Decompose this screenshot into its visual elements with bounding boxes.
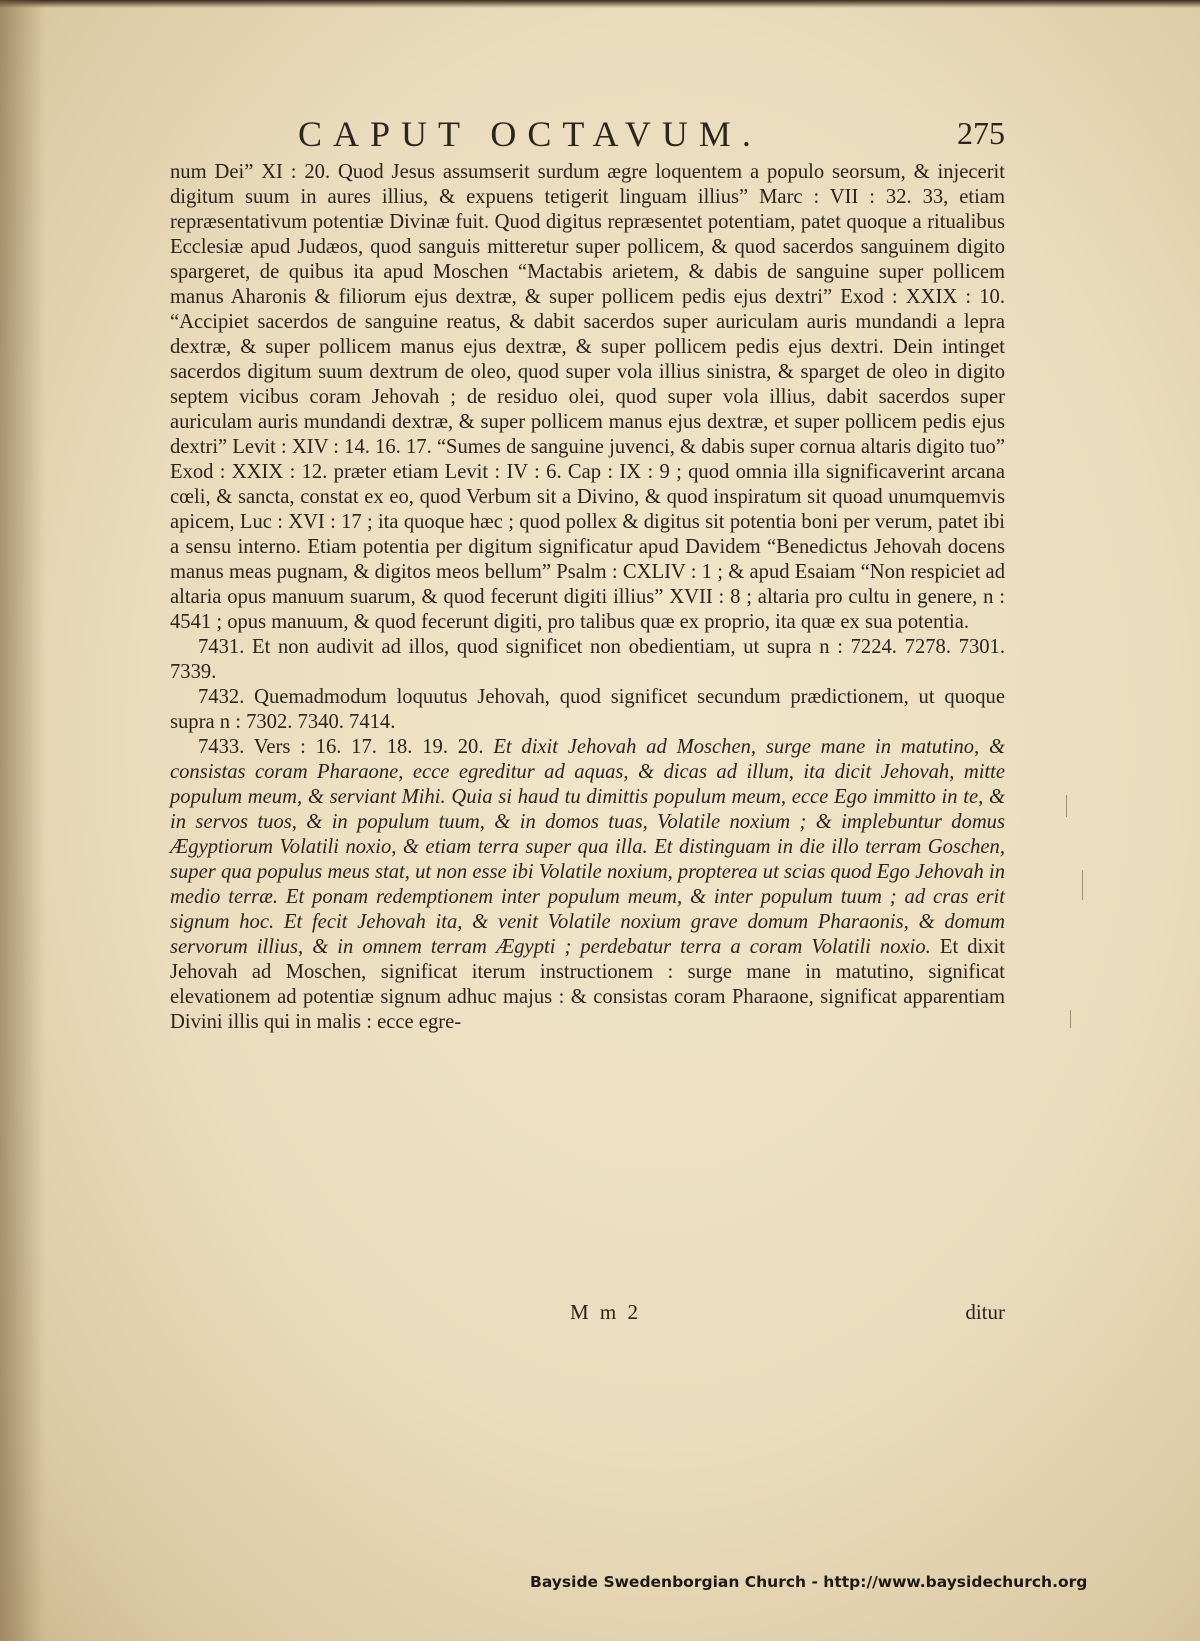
page-header (170, 105, 1005, 160)
paragraph-7433-intro: 7433. Vers : 16. 17. 18. 19. 20. (198, 736, 484, 758)
margin-mark (1082, 870, 1083, 900)
paragraph-7433 (170, 735, 1005, 1035)
catchword: ditur (965, 1300, 1005, 1324)
paragraph-continuation: num Dei” XI : 20. Quod Jesus assumserit surdum ægre loquentem a populo seorsum, & injecerit digitum suum in aures illius, & expuens tetigerit linguam illius” Marc : VII : 32. 33, etiam repræsentativum potentiæ Divinæ fuit. Quod digitus repræsentet potentiam, patet quoque a ritualibus Ecclesiæ apud Judæos, quod sanguis mitteretur super pollicem, & quod sacerdos sanguinem digito spargeret, de quibus ita apud Moschen “Mactabis arietem, & dabis de sanguine super pollicem manus Aharonis & filiorum ejus dextræ, & super pollicem pedis ejus dextri” Exod : XXIX : 10. “Accipiet sacerdos de sanguine reatus, & dabit sacerdos super auriculam auris mundandi a lepra dextræ, & super pollicem manus ejus dextræ, & super pollicem pedis ejus dextri. Dein intinget sacerdos digitum suum dextrum de oleo, quod super vola illius sinistra, & sparget de oleo in digito septem vicibus coram Jehovah ; de residuo olei, quod super vola illius, dabit sacerdos super auriculam auris mundandi dextræ, & super pollicem manus ejus dextræ, et super pollicem pedis ejus dextri” Levit : XIV : 14. 16. 17. “Sumes de sanguine juvenci, & dabis super cornua altaris digito tuo” Exod : XXIX : 12. præter etiam Levit : IV : 6. Cap : IX : 9 ; quod omnia illa significaverint arcana cœli, & sancta, constat ex eo, quod Verbum sit a Divino, & quod inspiratum sit quoad unumquemvis apicem, Luc : XVI : 17 ; ita quoque hæc ; quod pollex & digitus sit potentia boni per verum, patet ibi a sensu interno. Etiam potentia per digitum significatur apud Davidem “Benedictus Jehovah docens manus meas pugnam, & digitos meos bellum” Psalm : CXLIV : 1 ; & apud Esaiam “Non respiciet ad altaria opus manuum suarum, & quod fecerunt digiti illius” XVII : 8 ; altaria pro cultu in genere, n : 4541 ; opus manuum, & quod fecerunt digiti, pro talibus quæ ex proprio, ita quæ ex sua potentia. (170, 161, 1005, 633)
paragraph-7432: 7432. Quemadmodum loquutus Jehovah, quod significet secundum prædictionem, ut quoque supra n : 7302. 7340. 7414. (170, 686, 1005, 733)
body-text (170, 160, 1005, 1035)
paragraph-7433-verse: Et dixit Jehovah ad Moschen, surge mane in matutino, & consistas coram Pharaone, ecce egreditur ad aquas, & dicas ad illum, ita dicit Jehovah, mitte populum meum, & serviant Mihi. Quia si haud tu dimittis populum meum, ecce Ego immitto in te, & in servos tuos, & in populum tuum, & in domos tuas, Volatile noxium ; & implebuntur domus Ægyptiorum Volatili noxio, & etiam terra super qua illa. Et distinguam in die illo terram Goschen, super qua populus meus stat, ut non esse ibi Volatile noxium, propterea ut scias quod Ego Jehovah in medio terræ. Et ponam redemptionem inter populum meum, & inter populum tuum ; ad cras erit signum hoc. Et fecit Jehovah ita, & venit Volatile noxium grave domum Pharaonis, & domum servorum illius, & in omnem terram Ægypti ; perdebatur terra a coram Volatili noxio. (170, 736, 1005, 958)
signature-mark: M m 2 (570, 1300, 642, 1324)
credit-line: Bayside Swedenborgian Church - http://www.baysidechurch.org (530, 1573, 1088, 1591)
margin-mark (1066, 795, 1067, 817)
page-top-edge (0, 0, 1200, 8)
paragraph-7431: 7431. Et non audivit ad illos, quod significet non obedientiam, ut supra n : 7224. 7278. 7301. 7339. (170, 636, 1005, 683)
page-footer (170, 1300, 1005, 1330)
running-head: CAPUT OCTAVUM. (298, 114, 762, 154)
margin-mark (1070, 1010, 1071, 1028)
page-gutter-shadow (0, 0, 45, 1641)
paragraph-7433-explanation: Et dixit Jehovah ad Moschen, significat iterum instructionem : surge mane in matutino, significat elevationem ad potentiæ signum adhuc majus : & consistas coram Pharaone, significat apparentiam Divini illis qui in malis : ecce egre- (170, 936, 1005, 1033)
page-number: 275 (957, 115, 1005, 151)
